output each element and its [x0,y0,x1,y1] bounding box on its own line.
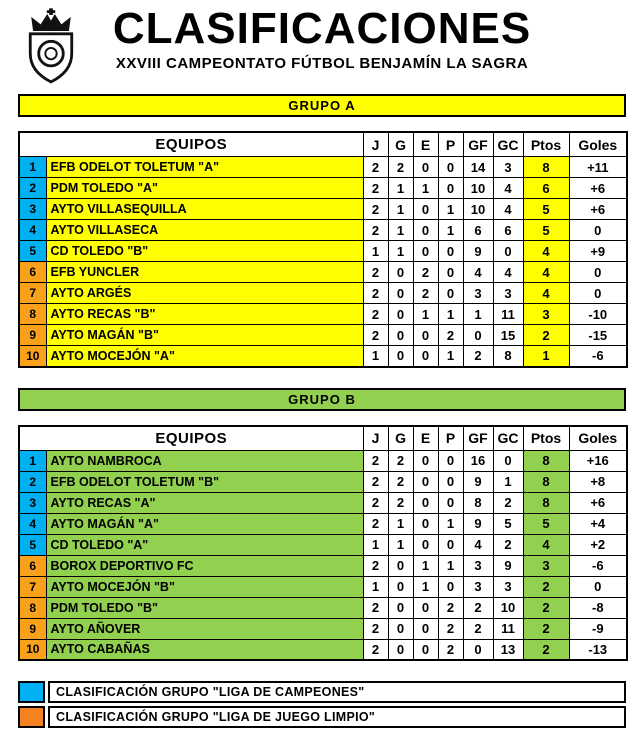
lost-cell: 0 [438,262,463,283]
drawn-cell: 0 [413,597,438,618]
team-name-cell: AYTO CABAÑAS [46,639,363,660]
col-goles: Goles [569,426,627,451]
goals-for-cell: 9 [463,471,493,492]
lost-cell: 2 [438,325,463,346]
goals-against-cell: 0 [493,450,523,471]
goal-diff-cell: +16 [569,450,627,471]
goals-for-cell: 4 [463,534,493,555]
points-cell: 2 [523,325,569,346]
group-a-banner [18,94,626,117]
goals-for-cell: 4 [463,262,493,283]
lost-cell: 1 [438,513,463,534]
col-equipos: EQUIPOS [19,132,363,157]
group-b-banner [18,388,626,411]
col-p: P [438,132,463,157]
position-cell: 5 [19,534,46,555]
table-row [19,471,627,492]
goals-against-cell: 4 [493,262,523,283]
lost-cell: 2 [438,597,463,618]
goals-for-cell: 10 [463,199,493,220]
position-cell: 1 [19,450,46,471]
team-name-cell: CD TOLEDO "B" [46,241,363,262]
drawn-cell: 1 [413,304,438,325]
group-b-table [18,425,628,662]
group-b-body [19,450,627,660]
goals-against-cell: 4 [493,199,523,220]
goal-diff-cell: +8 [569,471,627,492]
team-name-cell: BOROX DEPORTIVO FC [46,555,363,576]
goals-for-cell: 9 [463,513,493,534]
lost-cell: 0 [438,157,463,178]
won-cell: 2 [388,450,413,471]
team-name-cell: AYTO AÑOVER [46,618,363,639]
drawn-cell: 0 [413,199,438,220]
points-cell: 2 [523,639,569,660]
table-row [19,220,627,241]
team-name-cell: PDM TOLEDO "B" [46,597,363,618]
points-cell: 2 [523,597,569,618]
drawn-cell: 0 [413,471,438,492]
goals-for-cell: 1 [463,304,493,325]
table-row [19,492,627,513]
won-cell: 2 [388,157,413,178]
position-cell: 1 [19,157,46,178]
points-cell: 8 [523,471,569,492]
lost-cell: 0 [438,450,463,471]
lost-cell: 1 [438,304,463,325]
team-name-cell: AYTO MAGÁN "B" [46,325,363,346]
drawn-cell: 0 [413,534,438,555]
goal-diff-cell: +2 [569,534,627,555]
goal-diff-cell: +6 [569,199,627,220]
drawn-cell: 2 [413,283,438,304]
points-cell: 3 [523,555,569,576]
drawn-cell: 0 [413,220,438,241]
goals-for-cell: 6 [463,220,493,241]
position-cell: 10 [19,346,46,367]
position-cell: 7 [19,283,46,304]
goal-diff-cell: 0 [569,262,627,283]
table-row [19,618,627,639]
table-row [19,555,627,576]
goals-for-cell: 3 [463,283,493,304]
goal-diff-cell: +6 [569,178,627,199]
position-cell: 9 [19,618,46,639]
goals-against-cell: 9 [493,555,523,576]
played-cell: 2 [363,513,388,534]
goal-diff-cell: +6 [569,492,627,513]
played-cell: 2 [363,178,388,199]
table-row [19,346,627,367]
team-name-cell: AYTO ARGÉS [46,283,363,304]
group-a-body [19,157,627,367]
goal-diff-cell: -13 [569,639,627,660]
legend-label-fair-play: CLASIFICACIÓN GRUPO "LIGA DE JUEGO LIMPIO" [48,706,626,728]
goals-for-cell: 2 [463,346,493,367]
played-cell: 2 [363,597,388,618]
won-cell: 1 [388,241,413,262]
played-cell: 2 [363,618,388,639]
col-j: J [363,426,388,451]
played-cell: 2 [363,262,388,283]
drawn-cell: 2 [413,262,438,283]
goals-against-cell: 2 [493,534,523,555]
position-cell: 8 [19,597,46,618]
lost-cell: 0 [438,576,463,597]
played-cell: 2 [363,492,388,513]
fair-play-color-swatch [18,706,45,728]
table-row [19,597,627,618]
drawn-cell: 0 [413,618,438,639]
lost-cell: 1 [438,199,463,220]
team-name-cell: AYTO VILLASEQUILLA [46,199,363,220]
points-cell: 4 [523,283,569,304]
position-cell: 2 [19,471,46,492]
goals-for-cell: 8 [463,492,493,513]
won-cell: 0 [388,325,413,346]
team-name-cell: AYTO MOCEJÓN "A" [46,346,363,367]
drawn-cell: 0 [413,513,438,534]
col-g: G [388,132,413,157]
table-row [19,325,627,346]
table-header-row [19,132,627,157]
lost-cell: 1 [438,346,463,367]
played-cell: 2 [363,450,388,471]
col-equipos: EQUIPOS [19,426,363,451]
table-row [19,262,627,283]
points-cell: 5 [523,513,569,534]
col-goles: Goles [569,132,627,157]
table-row [19,534,627,555]
goals-for-cell: 14 [463,157,493,178]
won-cell: 0 [388,262,413,283]
table-row [19,576,627,597]
table-row [19,241,627,262]
legend-item-champions [18,681,626,703]
won-cell: 0 [388,576,413,597]
goals-against-cell: 5 [493,513,523,534]
goals-for-cell: 3 [463,555,493,576]
goal-diff-cell: -15 [569,325,627,346]
goal-diff-cell: +4 [569,513,627,534]
won-cell: 1 [388,513,413,534]
team-name-cell: AYTO RECAS "A" [46,492,363,513]
played-cell: 2 [363,639,388,660]
goals-against-cell: 10 [493,597,523,618]
drawn-cell: 0 [413,157,438,178]
won-cell: 1 [388,534,413,555]
points-cell: 8 [523,450,569,471]
team-name-cell: AYTO NAMBROCA [46,450,363,471]
col-e: E [413,132,438,157]
played-cell: 2 [363,471,388,492]
team-name-cell: AYTO VILLASECA [46,220,363,241]
played-cell: 1 [363,576,388,597]
goals-for-cell: 0 [463,325,493,346]
table-row [19,639,627,660]
col-p: P [438,426,463,451]
played-cell: 1 [363,241,388,262]
position-cell: 3 [19,492,46,513]
goals-against-cell: 2 [493,492,523,513]
points-cell: 2 [523,618,569,639]
won-cell: 2 [388,471,413,492]
won-cell: 2 [388,492,413,513]
goals-for-cell: 2 [463,597,493,618]
won-cell: 0 [388,283,413,304]
goals-against-cell: 11 [493,618,523,639]
table-header-row [19,426,627,451]
position-cell: 6 [19,262,46,283]
goal-diff-cell: 0 [569,283,627,304]
position-cell: 4 [19,220,46,241]
col-gf: GF [463,426,493,451]
col-gc: GC [493,426,523,451]
drawn-cell: 0 [413,450,438,471]
drawn-cell: 0 [413,639,438,660]
goal-diff-cell: 0 [569,220,627,241]
team-name-cell: EFB ODELOT TOLETUM "B" [46,471,363,492]
position-cell: 7 [19,576,46,597]
played-cell: 2 [363,304,388,325]
legend-label-champions: CLASIFICACIÓN GRUPO "LIGA DE CAMPEONES" [48,681,626,703]
drawn-cell: 0 [413,492,438,513]
goal-diff-cell: -9 [569,618,627,639]
won-cell: 0 [388,346,413,367]
goals-against-cell: 11 [493,304,523,325]
lost-cell: 2 [438,618,463,639]
played-cell: 2 [363,325,388,346]
played-cell: 1 [363,534,388,555]
points-cell: 4 [523,241,569,262]
position-cell: 6 [19,555,46,576]
goals-for-cell: 10 [463,178,493,199]
lost-cell: 0 [438,492,463,513]
goals-against-cell: 6 [493,220,523,241]
col-e: E [413,426,438,451]
drawn-cell: 0 [413,325,438,346]
team-name-cell: AYTO MAGÁN "A" [46,513,363,534]
goal-diff-cell: -8 [569,597,627,618]
goal-diff-cell: -6 [569,555,627,576]
points-cell: 3 [523,304,569,325]
goal-diff-cell: +9 [569,241,627,262]
sheet-header [18,6,626,86]
played-cell: 2 [363,220,388,241]
goal-diff-cell: -10 [569,304,627,325]
page-title: CLASIFICACIONES [112,4,532,53]
points-cell: 5 [523,199,569,220]
won-cell: 0 [388,597,413,618]
drawn-cell: 1 [413,576,438,597]
crest-icon [18,8,84,86]
group-a-title: GRUPO A [288,98,356,113]
legend-item-fair-play [18,706,626,728]
team-name-cell: EFB ODELOT TOLETUM "A" [46,157,363,178]
goals-against-cell: 13 [493,639,523,660]
goals-against-cell: 3 [493,283,523,304]
table-row [19,283,627,304]
table-row [19,178,627,199]
group-b-title: GRUPO B [288,391,356,407]
goals-against-cell: 0 [493,241,523,262]
goals-against-cell: 3 [493,576,523,597]
goals-against-cell: 4 [493,178,523,199]
won-cell: 1 [388,178,413,199]
legend [18,681,626,728]
won-cell: 1 [388,220,413,241]
points-cell: 6 [523,178,569,199]
champions-color-swatch [18,681,45,703]
points-cell: 5 [523,220,569,241]
table-row [19,304,627,325]
position-cell: 2 [19,178,46,199]
won-cell: 0 [388,639,413,660]
table-row [19,513,627,534]
goals-against-cell: 15 [493,325,523,346]
lost-cell: 0 [438,283,463,304]
col-gc: GC [493,132,523,157]
col-j: J [363,132,388,157]
points-cell: 2 [523,576,569,597]
table-row [19,450,627,471]
position-cell: 10 [19,639,46,660]
played-cell: 1 [363,346,388,367]
position-cell: 8 [19,304,46,325]
played-cell: 2 [363,283,388,304]
points-cell: 8 [523,157,569,178]
goal-diff-cell: +11 [569,157,627,178]
points-cell: 4 [523,534,569,555]
won-cell: 0 [388,555,413,576]
points-cell: 1 [523,346,569,367]
position-cell: 3 [19,199,46,220]
goals-against-cell: 8 [493,346,523,367]
col-gf: GF [463,132,493,157]
played-cell: 2 [363,199,388,220]
position-cell: 4 [19,513,46,534]
lost-cell: 1 [438,220,463,241]
position-cell: 5 [19,241,46,262]
table-row [19,157,627,178]
goals-for-cell: 9 [463,241,493,262]
goals-for-cell: 0 [463,639,493,660]
won-cell: 0 [388,304,413,325]
lost-cell: 1 [438,555,463,576]
col-g: G [388,426,413,451]
won-cell: 0 [388,618,413,639]
lost-cell: 2 [438,639,463,660]
team-name-cell: AYTO MOCEJÓN "B" [46,576,363,597]
points-cell: 4 [523,262,569,283]
table-row [19,199,627,220]
team-name-cell: CD TOLEDO "A" [46,534,363,555]
played-cell: 2 [363,157,388,178]
team-name-cell: EFB YUNCLER [46,262,363,283]
goals-for-cell: 2 [463,618,493,639]
drawn-cell: 0 [413,241,438,262]
goals-for-cell: 3 [463,576,493,597]
goals-for-cell: 16 [463,450,493,471]
drawn-cell: 0 [413,346,438,367]
club-crest-logo [18,8,84,86]
team-name-cell: PDM TOLEDO "A" [46,178,363,199]
lost-cell: 0 [438,241,463,262]
team-name-cell: AYTO RECAS "B" [46,304,363,325]
lost-cell: 0 [438,534,463,555]
goal-diff-cell: -6 [569,346,627,367]
goals-against-cell: 1 [493,471,523,492]
lost-cell: 0 [438,178,463,199]
drawn-cell: 1 [413,555,438,576]
drawn-cell: 1 [413,178,438,199]
played-cell: 2 [363,555,388,576]
group-a-table [18,131,628,368]
col-ptos: Ptos [523,426,569,451]
position-cell: 9 [19,325,46,346]
won-cell: 1 [388,199,413,220]
points-cell: 8 [523,492,569,513]
goals-against-cell: 3 [493,157,523,178]
goal-diff-cell: 0 [569,576,627,597]
page-subtitle: XXVIII CAMPEONTATO FÚTBOL BENJAMÍN LA SAGRA [115,55,529,73]
col-ptos: Ptos [523,132,569,157]
lost-cell: 0 [438,471,463,492]
